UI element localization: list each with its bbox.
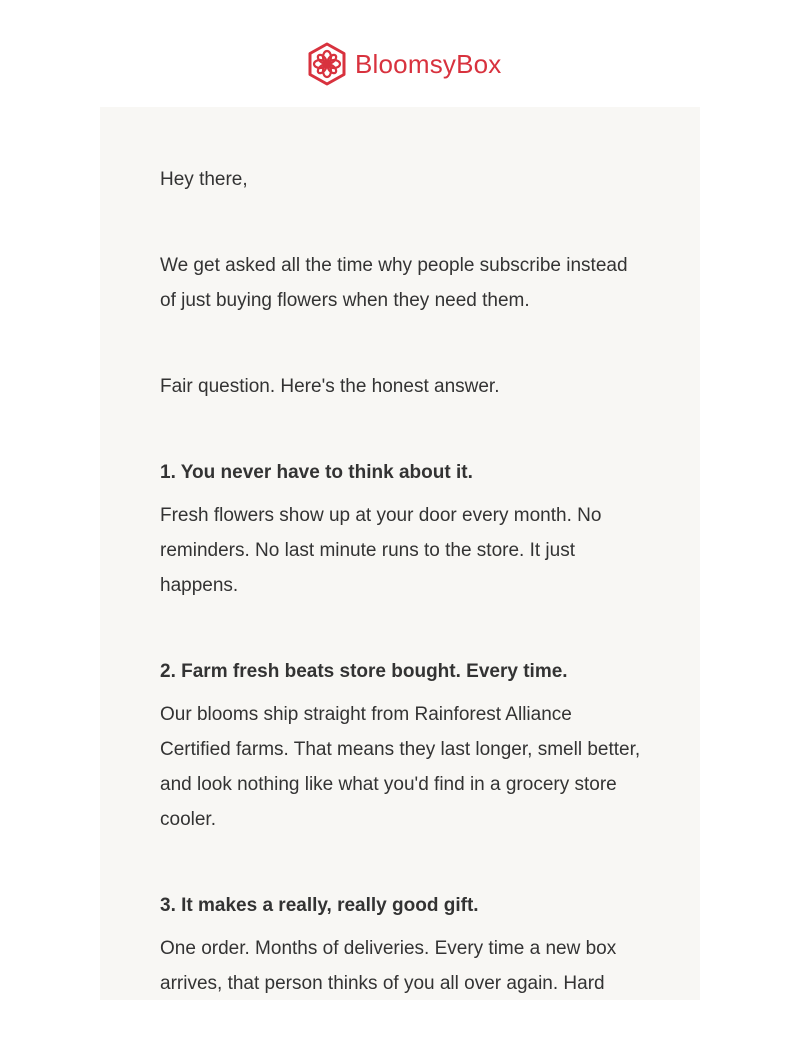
brand-logo[interactable]: [307, 41, 502, 87]
lead-in-paragraph: Fair question. Here's the honest answer.: [160, 376, 500, 397]
email-header: [0, 0, 800, 107]
email-body-card: [100, 107, 700, 1000]
brand-name: BloomsyBox: [355, 49, 502, 79]
section-2-body: Our blooms ship straight from Rainforest Alliance Certified farms. That means they last longer, smell better, and look nothing like what you'd find in a grocery store cooler.: [160, 704, 641, 830]
email-content: [160, 162, 645, 1052]
greeting: Hey there,: [160, 169, 248, 190]
flower-hexagon-icon: [307, 42, 347, 86]
intro-paragraph: We get asked all the time why people subscribe instead of just buying flowers when they need them.: [160, 255, 628, 311]
section-2-heading: 2. Farm fresh beats store bought. Every time.: [160, 661, 568, 682]
section-3-body: One order. Months of deliveries. Every time a new box arrives, that person thinks of you all over again. Hard: [160, 938, 617, 994]
section-1-heading: 1. You never have to think about it.: [160, 462, 473, 483]
section-1-body: Fresh flowers show up at your door every month. No reminders. No last minute runs to the store. It just happens.: [160, 505, 602, 596]
section-3-heading: 3. It makes a really, really good gift.: [160, 895, 479, 916]
